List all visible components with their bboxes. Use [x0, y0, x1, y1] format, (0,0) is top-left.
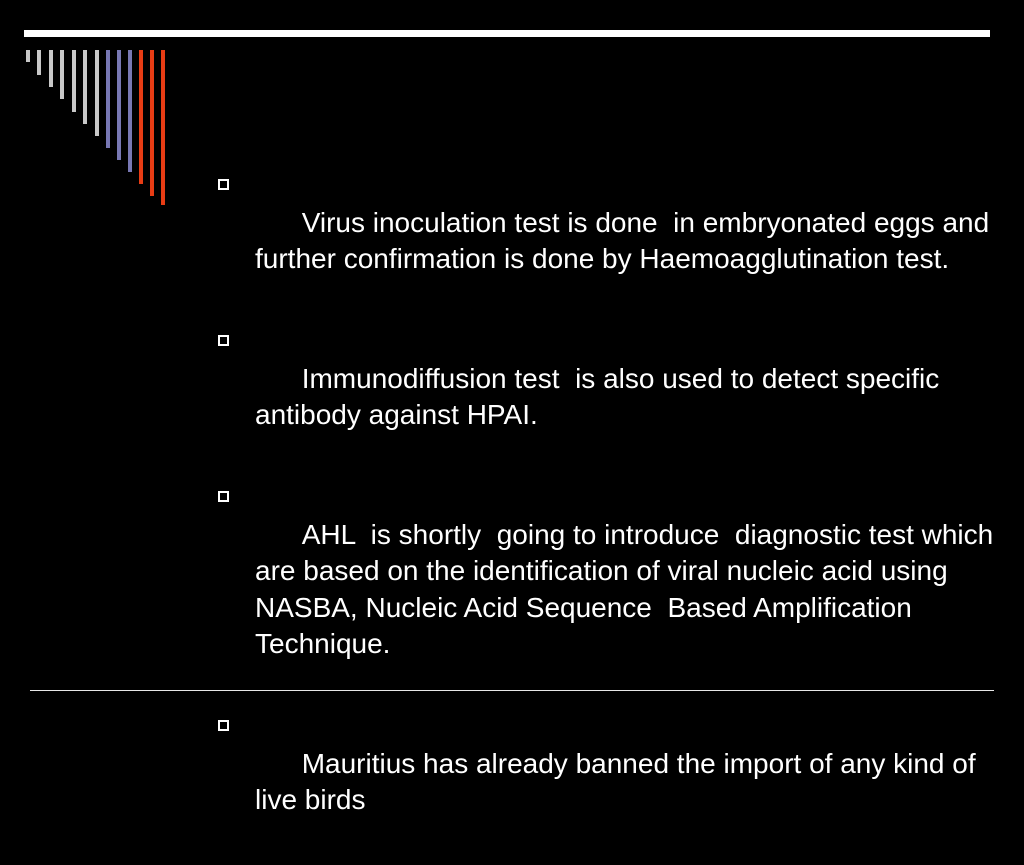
- stripe-4: [60, 50, 64, 99]
- stripe-7: [95, 50, 99, 136]
- square-bullet-icon: [218, 335, 229, 346]
- stripe-5: [72, 50, 76, 112]
- stripe-3: [49, 50, 53, 87]
- stripe-12: [150, 50, 154, 196]
- bullet-text-4: Mauritius has already banned the import of any kind of live birds: [255, 747, 984, 815]
- stripe-1: [26, 50, 30, 62]
- bottom-rule: [30, 690, 994, 691]
- stripe-13: [161, 50, 165, 205]
- bullet-item-1: [216, 168, 996, 314]
- stripe-11: [139, 50, 143, 184]
- square-bullet-icon: [218, 720, 229, 731]
- bullet-item-3: [216, 480, 1002, 699]
- bullet-list: [216, 168, 1002, 865]
- bullet-text-2: Immunodiffusion test is also used to detect specific antibody against HPAI.: [255, 362, 948, 430]
- stripe-2: [37, 50, 41, 75]
- stripe-10: [128, 50, 132, 172]
- bullet-text-1: Virus inoculation test is done in embryonated eggs and further confirmation is done by Haemoagglutination test.: [255, 206, 997, 274]
- top-rule: [24, 30, 990, 37]
- stripe-8: [106, 50, 110, 148]
- bullet-text-3: AHL is shortly going to introduce diagnostic test which are based on the identification of viral nucleic acid using NASBA, Nucleic Acid Sequence Based Amplification Technique.: [255, 518, 1002, 659]
- square-bullet-icon: [218, 491, 229, 502]
- bullet-item-2: [216, 324, 996, 470]
- stripe-6: [83, 50, 87, 124]
- bullet-item-4: [216, 709, 996, 855]
- square-bullet-icon: [218, 179, 229, 190]
- stripe-9: [117, 50, 121, 160]
